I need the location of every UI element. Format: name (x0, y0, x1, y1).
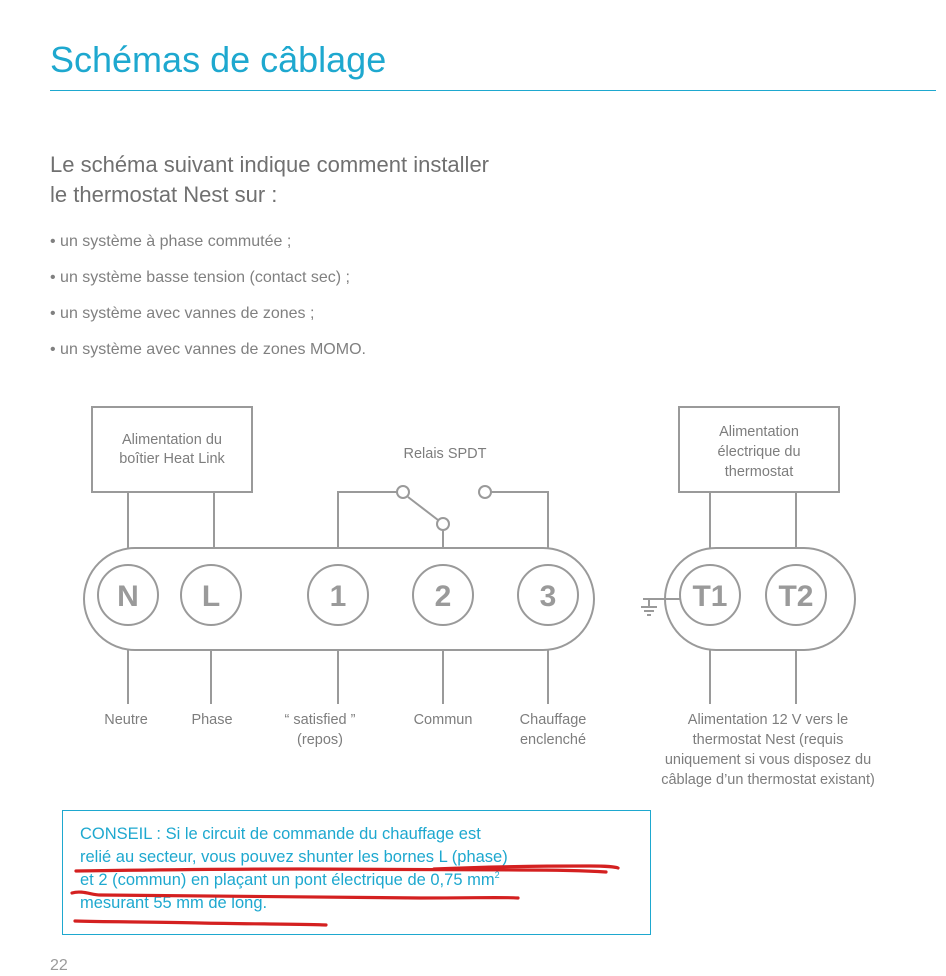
thermostat-box-label: électrique du (717, 444, 801, 460)
tip-line: relié au secteur, vous pouvez shunter (80, 848, 358, 866)
terminal-label-t1: T1 (692, 580, 728, 613)
label-commun: Commun (413, 712, 473, 728)
label-chauffage: enclenché (519, 732, 587, 748)
thermostat-box-label: Alimentation (719, 424, 799, 440)
terminal-label-2: 2 (434, 580, 452, 613)
terminal-label-n: N (117, 580, 139, 613)
tip-line: mesurant 55 mm de long. (80, 894, 268, 912)
label-phase: Phase (191, 712, 233, 728)
tip-line: et 2 (commun) en plaçant un pont électrique de 0,75 mm (80, 871, 495, 889)
label-alimentation: câblage d’un thermostat existant) (661, 772, 875, 788)
heat-link-box-label: Alimentation du (122, 432, 222, 448)
relay-label: Relais SPDT (403, 446, 487, 462)
list-item: • un système avec vannes de zones MOMO. (50, 341, 366, 358)
label-alimentation: uniquement si vous disposez du (664, 752, 872, 768)
heat-link-box-label: boîtier Heat Link (119, 451, 225, 467)
list-item: • un système avec vannes de zones ; (50, 305, 315, 322)
label-chauffage: Chauffage (519, 712, 587, 728)
heat-link-power-box (92, 407, 252, 492)
tip-text (80, 823, 640, 915)
tip-superscript: 2 (494, 870, 500, 880)
thermostat-box-label: thermostat (724, 464, 794, 480)
ground-icon (641, 599, 680, 615)
terminal-label-3: 3 (539, 580, 557, 613)
terminal-label-l: L (201, 580, 221, 613)
page-title: Schémas de câblage (50, 39, 387, 80)
intro-line-1: Le schéma suivant indique comment installer (50, 152, 490, 177)
list-item: • un système à phase commutée ; (50, 233, 292, 250)
label-alimentation: Alimentation 12 V vers le (687, 712, 849, 728)
terminal-label-1: 1 (329, 580, 347, 613)
tip-highlight: les bornes L (phase) (357, 848, 508, 866)
terminal-label-t2: T2 (778, 580, 814, 613)
spdt-relay-symbol (338, 486, 548, 548)
list-item: • un système basse tension (contact sec) ; (50, 269, 350, 286)
tip-line: CONSEIL : Si le circuit de commande du chauffage est (80, 825, 481, 843)
label-alimentation: thermostat Nest (requis (692, 732, 844, 748)
page-number: 22 (50, 957, 68, 974)
label-satisfied: (repos) (297, 732, 343, 748)
label-neutre: Neutre (104, 712, 148, 728)
label-satisfied: “ satisfied ” (284, 712, 356, 728)
intro-line-2: le thermostat Nest sur : (50, 182, 278, 207)
